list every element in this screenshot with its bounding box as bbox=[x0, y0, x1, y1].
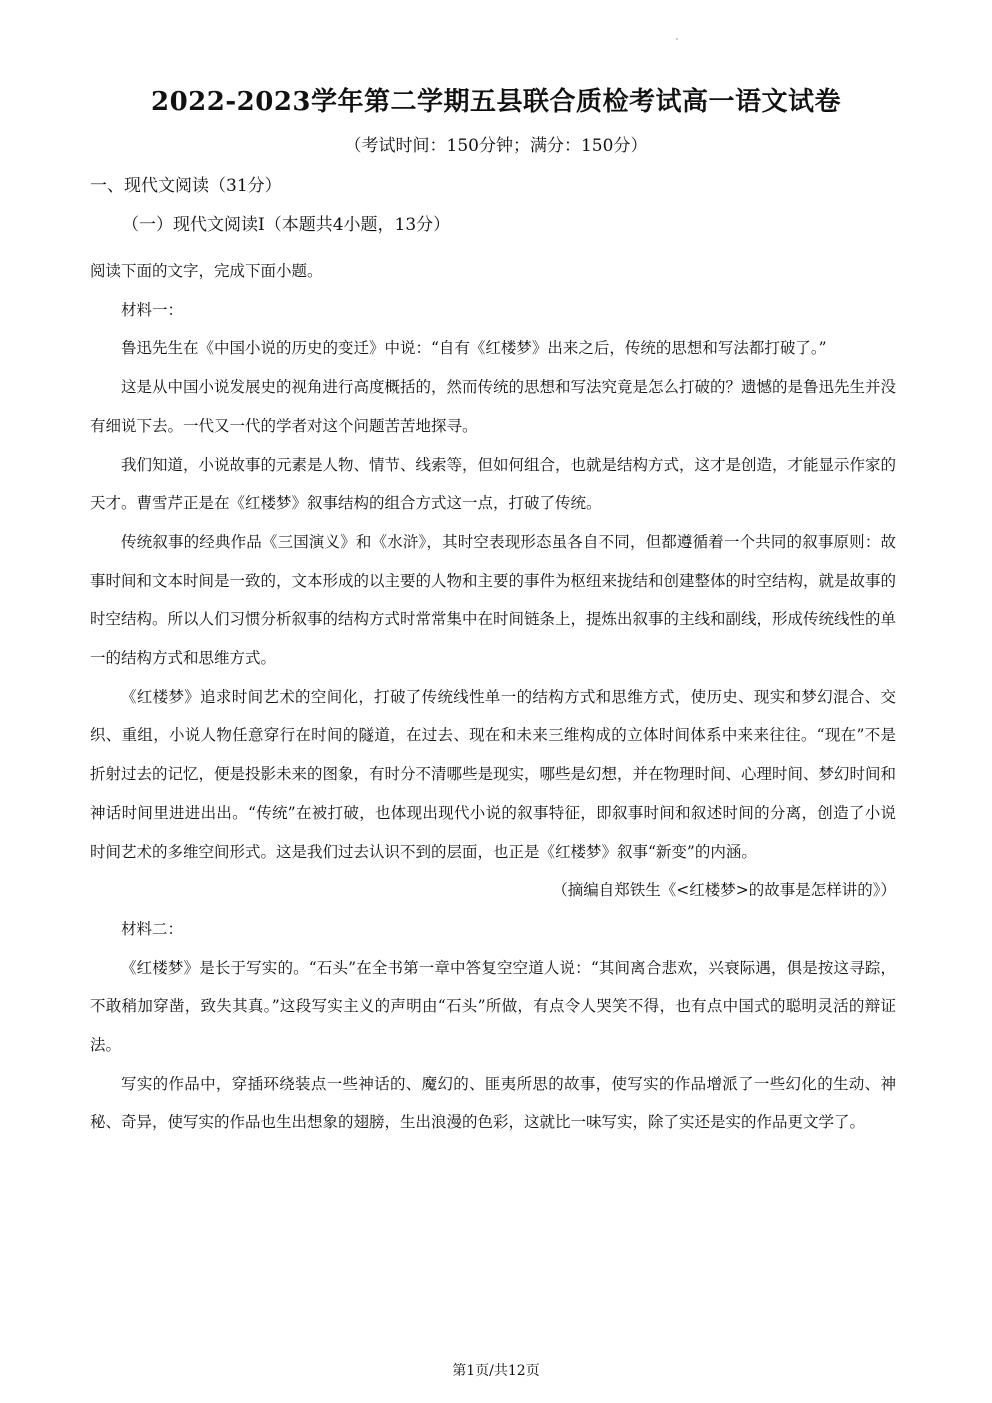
material-2-label: 材料二： bbox=[121, 919, 184, 938]
material-2-paragraph: 写实的作品中，穿插环绕装点一些神话的、魔幻的、匪夷所思的故事，使写实的作品增派了一些幻化的生动、神秘、奇异，使写实的作品也生出想象的翅膀，生出浪漫的色彩，这就比一味写实，除了实还是实的作品更文学了。 bbox=[90, 1074, 896, 1132]
material-1-label: 材料一： bbox=[121, 300, 184, 319]
material-1-paragraph: 鲁迅先生在《中国小说的历史的变迁》中说：“自有《红楼梦》出来之后，传统的思想和写法都打破了。” bbox=[121, 339, 827, 358]
material-1-paragraph: 传统叙事的经典作品《三国演义》和《水浒》，其时空表现形态虽各自不同，但都遵循着一个共同的叙事原则：故事时间和文本时间是一致的，文本形成的以主要的人物和主要的事件为枢纽来拢结和创建整体的时空结构，就是故事的时空结构。所以人们习惯分析叙事的结构方式时常常集中在时间链条上，提炼出叙事的主线和副线，形成传统线性的单一的结构方式和思维方式。 bbox=[90, 532, 897, 668]
material-1-paragraph: 我们知道，小说故事的元素是人物、情节、线索等，但如何组合，也就是结构方式，这才是创造，才能显示作家的天才。曹雪芹正是在《红楼梦》叙事结构的组合方式这一点，打破了传统。 bbox=[90, 455, 897, 513]
material-1-paragraph: 《红楼梦》追求时间艺术的空间化，打破了传统线性单一的结构方式和思维方式，使历史、现实和梦幻混合、交织、重组，小说人物任意穿行在时间的隧道，在过去、现在和未来三维构成的立体时间体系中来来往往。“现在”不是折射过去的记忆，便是投影未来的图象，有时分不清哪些是现实，哪些是幻想，并在物理时间、心理时间、梦幻时间和神话时间里进进出出。“传统”在被打破，也体现出现代小说的叙事特征，即叙事时间和叙述时间的分离，创造了小说时间艺术的多维空间形式。这是我们过去认识不到的层面，也正是《红楼梦》叙事“新变”的内涵。 bbox=[90, 687, 897, 861]
page-title: 2022-2023学年第二学期五县联合质检考试高一语文试卷 bbox=[150, 87, 842, 117]
material-2-paragraph: 《红楼梦》是长于写实的。“石头”在全书第一章中答复空空道人说：“其间离合悲欢，兴衰际遇，俱是按这寻踪，不敢稍加穿凿，致失其真。”这段写实主义的声明由“石头”所做，有点令人哭笑不得，也有点中国式的聪明灵活的辩证法。 bbox=[90, 958, 896, 1055]
exam-info: （考试时间：150分钟；满分：150分） bbox=[344, 136, 648, 156]
section-heading: 一、现代文阅读（31分） bbox=[90, 176, 282, 196]
page-number: 第1页/共12页 bbox=[452, 1363, 540, 1379]
scan-dot bbox=[676, 38, 678, 40]
material-1-paragraph: 这是从中国小说发展史的视角进行高度概括的，然而传统的思想和写法究竟是怎么打破的？遗憾的是鲁迅先生并没有细说下去。一代又一代的学者对这个问题苦苦地探寻。 bbox=[90, 378, 897, 435]
reading-passage bbox=[90, 252, 896, 1142]
instruction: 阅读下面的文字，完成下面小题。 bbox=[90, 262, 323, 280]
material-1-source: （摘编自郑铁生《<红楼梦>的故事是怎样讲的》） bbox=[552, 881, 896, 900]
subsection-heading: （一）现代文阅读Ⅰ（本题共4小题，13分） bbox=[122, 215, 451, 235]
